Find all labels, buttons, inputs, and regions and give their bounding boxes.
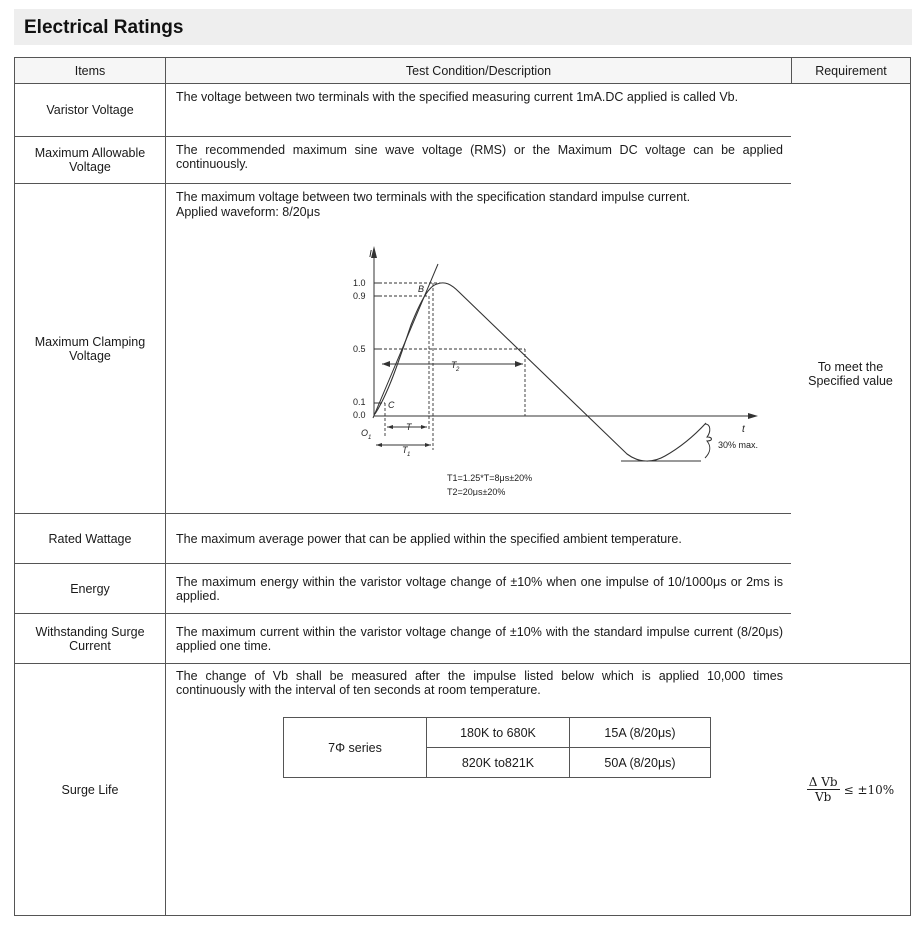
- t1-label: T: [402, 445, 408, 455]
- impulse-waveform-diagram: [166, 196, 792, 496]
- desc-max-allowable-voltage: The recommended maximum sine wave voltage (RMS) or the Maximum DC voltage can be applied continuously.: [166, 137, 792, 183]
- t2-sub: 2: [456, 367, 460, 373]
- tick-1-0: 1.0: [353, 278, 366, 288]
- t-label: T: [406, 422, 412, 432]
- t2-label: T: [451, 360, 457, 370]
- item-energy: Energy: [15, 564, 166, 613]
- requirement-specified-value-text: To meet the Specified value: [808, 359, 893, 388]
- point-b-label: B: [418, 284, 425, 294]
- item-varistor-voltage: Varistor Voltage: [15, 84, 166, 136]
- table-row: [14, 514, 911, 564]
- current-cell: 15A (8/20μs): [570, 718, 711, 748]
- surge-life-table: [283, 717, 711, 778]
- header-items: Items: [15, 58, 166, 83]
- section-title-bar: [14, 9, 912, 45]
- range-cell: 820K to821K: [427, 748, 570, 778]
- undershoot-label: 30% max.: [718, 440, 759, 450]
- item-max-clamping-voltage: Maximum Clamping Voltage: [15, 184, 166, 513]
- header-test-condition: Test Condition/Description: [166, 58, 792, 83]
- tick-0-9: 0.9: [353, 291, 366, 301]
- point-c-label: C: [388, 400, 395, 410]
- timing-formula-1: T1=1.25*T=8μs±20%: [447, 473, 533, 483]
- section-title: Electrical Ratings: [24, 17, 184, 38]
- origin-sub: 1: [368, 435, 372, 441]
- desc-surge-life: The change of Vb shall be measured after the impulse listed below which is applied 10,000 times continuously with the interval of ten seconds at room temperature.: [176, 669, 783, 697]
- range-cell: 180K to 680K: [427, 718, 570, 748]
- x-axis-label: t: [742, 424, 745, 435]
- origin-label: O: [361, 428, 369, 438]
- desc-withstanding-surge-current: The maximum current within the varistor voltage change of ±10% with the standard impulse current (8/20μs) applied one time.: [166, 614, 792, 663]
- item-max-allowable-voltage: Maximum Allowable Voltage: [15, 137, 166, 183]
- requirement-surge-life: [791, 664, 911, 916]
- surge-table-row: [284, 718, 711, 748]
- table-row: [14, 84, 911, 137]
- x-axis-arrow: [748, 413, 758, 419]
- timing-formula-2: T2=20μs±20%: [447, 487, 506, 496]
- item-rated-wattage: Rated Wattage: [15, 514, 166, 563]
- table-row: [14, 137, 911, 184]
- header-requirement: Requirement: [815, 63, 887, 78]
- table-row: [14, 614, 911, 664]
- desc-max-clamping-voltage: [166, 184, 792, 513]
- desc-energy: The maximum energy within the varistor voltage change of ±10% when one impulse of 10/1000μs or 2ms is applied.: [166, 564, 792, 613]
- item-surge-life: Surge Life: [15, 664, 166, 915]
- item-withstanding-surge-current: Withstanding Surge Current: [15, 614, 166, 663]
- fraction-tolerance: ≤ ±10%: [843, 782, 895, 797]
- table-row: [14, 184, 911, 514]
- desc-surge-life-cell: [166, 664, 792, 915]
- clamping-desc-line1: The maximum voltage between two terminals with the specification standard impulse current.: [176, 190, 691, 204]
- desc-varistor-voltage: The voltage between two terminals with the specified measuring current 1mA.DC applied is called Vb.: [166, 84, 792, 136]
- y-axis-label: I: [369, 249, 372, 260]
- t1-sub: 1: [407, 452, 411, 458]
- impulse-waveform: [375, 283, 706, 461]
- undershoot-brace: [705, 424, 712, 458]
- table-header-row: [14, 57, 911, 84]
- series-cell: 7Φ series: [284, 718, 427, 778]
- fraction-numerator: Δ Vb: [808, 775, 838, 789]
- tick-0-0: 0.0: [353, 410, 366, 420]
- current-cell: 50A (8/20μs): [570, 748, 711, 778]
- table-row: [14, 564, 911, 614]
- tick-0-5: 0.5: [353, 344, 366, 354]
- table-row: [14, 664, 911, 916]
- desc-rated-wattage: The maximum average power that can be applied within the specified ambient temperature.: [166, 514, 792, 563]
- fraction-denominator: Vb: [815, 790, 832, 804]
- delta-vb-fraction: [807, 775, 840, 804]
- tick-0-1: 0.1: [353, 397, 366, 407]
- y-axis-arrow: [371, 246, 377, 258]
- requirement-specified-value: [791, 84, 911, 664]
- clamping-desc-line2: Applied waveform: 8/20μs: [176, 205, 321, 219]
